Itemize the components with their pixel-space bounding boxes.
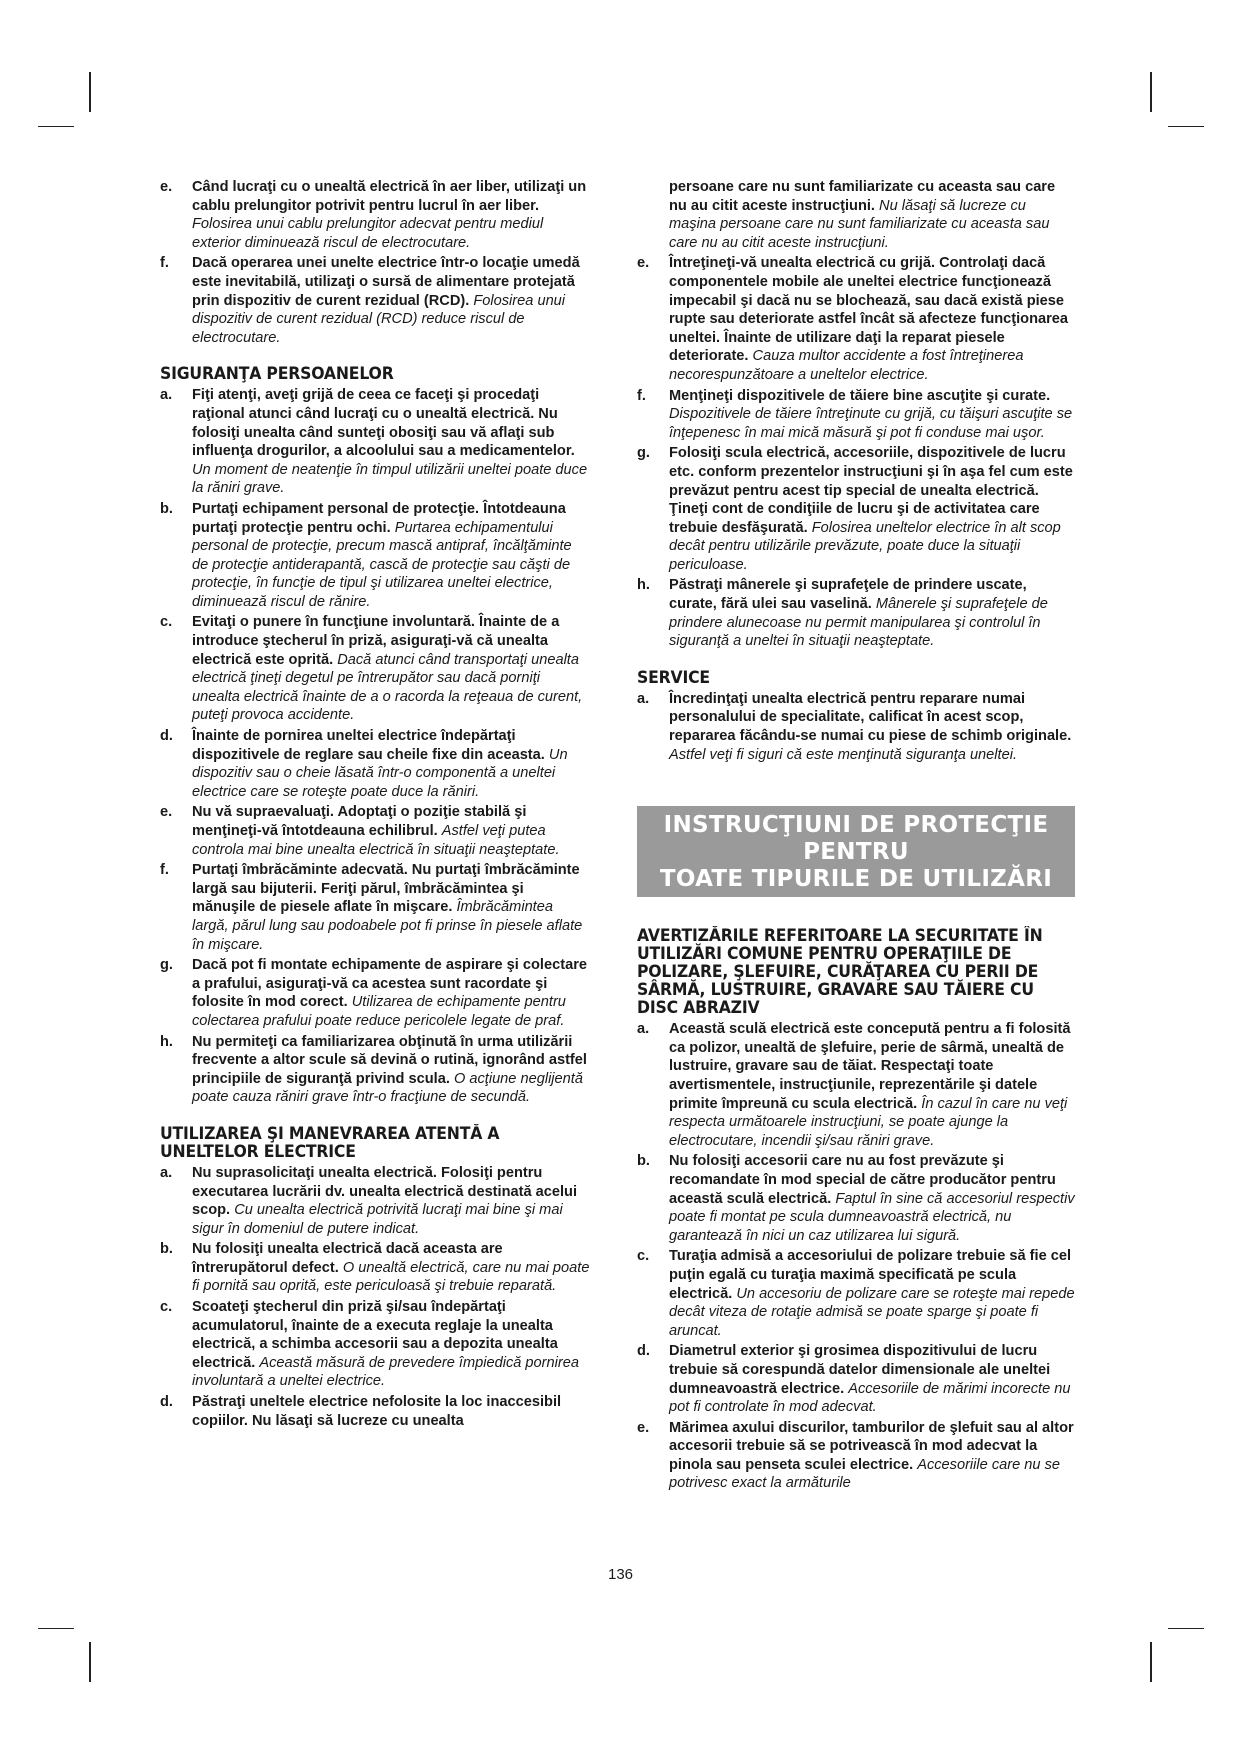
- item-italic-text: Folosirea unui cablu prelungitor adecvat pentru mediul exterior diminuează riscul de electrocutare.: [192, 216, 544, 251]
- list-item: e. Când lucraţi cu o unealtă electrică în aer liber, utilizaţi un cablu prelungitor potrivit pentru lucrul în aer liber. Folosirea unui cablu prelungitor adecvat pentru mediul exterior diminuează riscul de electrocutare.: [160, 179, 587, 251]
- item-italic-text: Faptul în sine că accesoriul respectiv poate fi montat pe scula dumneavoastră electrică, nu garantează în nici un caz utilizarea lui sigură.: [669, 1190, 1075, 1244]
- crop-mark: [89, 72, 91, 112]
- crop-mark: [38, 126, 74, 127]
- item-bold-text: Purtaţi echipament personal de protecţie. Întotdeauna purtaţi protecţie pentru ochi.: [192, 500, 566, 536]
- crop-mark: [1150, 1642, 1152, 1682]
- list-item: f. Menţineţi dispozitivele de tăiere bine ascuţite şi curate. Dispozitivele de tăiere întreţinute cu grijă, cu tăişuri ascuţite se înţepenesc în mai mică măsură şi pot fi conduse mai uşor.: [637, 387, 1073, 441]
- item-italic-text: Cu unealta electrică potrivită lucraţi mai bine şi mai sigur în domeniul de putere indicat.: [192, 1202, 563, 1237]
- list-item: g. Folosiţi scula electrică, accesoriile, dispozitivele de lucru etc. conform prezentelor instrucţiuni şi în aşa fel cum este prevăzut pentru acest tip special de unealta electrică. Ţineţi cont de condiţiile de lucru şi de activitatea care trebuie desfăşurată. Folosirea uneltelor electrice în alt scop decât pentru utilizările prevăzute, poate duce la situaţii periculoase.: [637, 445, 1073, 573]
- item-bold-text: Nu vă supraevaluaţi. Adoptaţi o poziţie stabilă şi menţineţi-vă întotdeauna echilibrul.: [192, 804, 527, 839]
- common-warnings-list: [637, 1020, 1075, 1493]
- section-banner: [637, 806, 1075, 897]
- item-italic-text: Folosirea uneltelor electrice în alt scop decât pentru utilizările prevăzute, poate duce la situaţii periculoase.: [669, 519, 1061, 573]
- list-item: h. Nu permiteţi ca familiarizarea obţinută în urma utilizării frecvente a altor scule să devină o rutină, ignorând astfel principiile de siguranţă privind scula. O acţiune neglijentă poate cauza răniri grave într-o fracţiune de secundă.: [160, 1033, 587, 1106]
- crop-mark: [38, 1628, 74, 1629]
- right-column: [637, 178, 1075, 1495]
- list-item: g. Dacă pot fi montate echipamente de aspirare şi colectare a prafului, asiguraţi-vă ca acestea sunt racordate şi folosite în mod corect. Utilizarea de echipamente pentru colectarea prafului poate reduce pericolele legate de praf.: [160, 957, 587, 1029]
- item-bold-text: Mărimea axului discurilor, tamburilor de şlefuit sau al altor accesorii trebuie să se potrivească în mod adecvat la pinola sau penseta sculei electrice.: [669, 1419, 1074, 1473]
- item-italic-text: Această măsură de prevedere împiedică pornirea involuntară a uneltei electrice.: [192, 1354, 579, 1390]
- item-italic-text: Un accesoriu de polizare care se roteşte mai repede decât viteza de rotaţie admisă se poate sparge şi poate fi aruncat.: [669, 1285, 1075, 1339]
- careful-usage-list: [160, 1164, 590, 1430]
- item-italic-text: Utilizarea de echipamente pentru colectarea prafului poate reduce pericolele legate de praf.: [192, 994, 566, 1029]
- item-italic-text: Nu lăsaţi să lucreze cu maşina persoane care nu sunt familiarizate cu aceasta sau care nu au citit aceste instrucţiuni.: [669, 197, 1050, 251]
- item-bold-text: Păstraţi mânerele şi suprafeţele de prindere uscate, curate, fără ulei sau vaselină.: [669, 577, 1027, 613]
- item-bold-text: Diametrul exterior şi grosimea dispozitivului de lucru trebuie să corespundă datelor dimensionale ale uneltei dumneavoastră electrice.: [669, 1343, 1051, 1397]
- item-bold-text: Turaţia admisă a accesoriului de polizare trebuie să fie cel puţin egală cu turaţia maximă specificată pe scula electrică.: [669, 1248, 1072, 1302]
- crop-mark: [1168, 126, 1204, 127]
- list-item: c. Evitaţi o punere în funcţiune involuntară. Înainte de a introduce ştecherul în priză, asiguraţi-vă că unealta electrică este oprită. Dacă atunci când transportaţi unealta electrică ţineţi degetul pe întrerupător sau dacă porniţi unealta electrică înainte de a o racorda la reţeaua de curent, puteţi provoca accidente.: [160, 614, 583, 724]
- list-item: d. Păstraţi uneltele electrice nefolosite la loc inaccesibil copiilor. Nu lăsaţi să lucreze cu unealta: [160, 1394, 562, 1429]
- tool-care-list: [637, 254, 1075, 650]
- banner-line: INSTRUCŢIUNI DE PROTECŢIE PENTRU: [663, 812, 1049, 866]
- page-number: 136: [607, 1566, 634, 1583]
- item-bold-text: Încredinţaţi unealta electrică pentru reparare numai personalului de specialitate, calificat în acest scop, repararea făcându-se numai cu piese de schimb originale.: [669, 690, 1072, 745]
- item-bold-text: Păstraţi uneltele electrice nefolosite la loc inaccesibil copiilor. Nu lăsaţi să lucreze cu unealta: [192, 1394, 562, 1429]
- item-bold-text: Înainte de pornirea uneltei electrice îndepărtaţi dispozitivele de reglare sau cheile fixe din aceasta.: [192, 728, 545, 763]
- item-italic-text: Un moment de neatenţie în timpul utilizării uneltei poate duce la răniri grave.: [192, 461, 588, 497]
- item-italic-text: Accesoriile care nu se potrivesc exact la armăturile: [669, 1456, 1060, 1492]
- item-bold-text: Această sculă electrică este concepută pentru a fi folosită ca polizor, unealtă de şlefuire, perie de sârmă, unealtă de lustruire, gravare sau de tăiat. Respectaţi toate avertismentele, instrucţiunile, reprezentările şi datele primite împreună cu scula electrică.: [669, 1021, 1071, 1112]
- item-bold-text: Menţineţi dispozitivele de tăiere bine ascuţite şi curate.: [669, 387, 1051, 404]
- item-italic-text: Astfel veţi putea controla mai bine unealta electrică în situaţii neaşteptate.: [192, 823, 560, 858]
- list-item: b. Nu folosiţi accesorii care nu au fost prevăzute şi recomandate în mod special de către producător pentru această sculă electrică. Faptul în sine că accesoriul respectiv poate fi montat pe scula dumneavoastră electrică, nu garantează în nici un caz utilizarea lui sigură.: [637, 1153, 1075, 1244]
- item-italic-text: Un dispozitiv sau o cheie lăsată într-o componentă a uneltei electrice care se roteşte poate duce la răniri.: [192, 746, 568, 800]
- item-bold-text: Purtaţi îmbrăcăminte adecvată. Nu purtaţi îmbrăcăminte largă sau bijuterii. Feriţi părul, îmbrăcămintea şi mănuşile de piesele aflate în mişcare.: [192, 862, 580, 916]
- item-bold-text: Întreţineţi-vă unealta electrică cu grijă. Controlaţi dacă componentele mobile ale uneltei electrice funcţionează impecabil şi dacă nu se blochează, sau dacă există piese rupte sau deteriorate astfel încât să afecteze funcţionarea uneltei. Înainte de utilizare daţi la reparat piesele deteriorate.: [669, 255, 1069, 365]
- list-item: e. Întreţineţi-vă unealta electrică cu grijă. Controlaţi dacă componentele mobile ale uneltei electrice funcţionează impecabil şi dacă nu se blochează, sau dacă există piese rupte sau deteriorate astfel încât să afecteze funcţionarea uneltei. Înainte de utilizare daţi la reparat piesele deteriorate. Cauza multor accidente a fost întreţinerea necorespunzătoare a uneltelor electrice.: [637, 255, 1069, 383]
- item-bold-text: Dacă pot fi montate echipamente de aspirare şi colectare a prafului, asiguraţi-vă ca acestea sunt racordate şi folosite în mod corect.: [192, 957, 587, 1011]
- banner-line: TOATE TIPURILE DE UTILIZĂRI: [659, 866, 1053, 893]
- list-item: e. Mărimea axului discurilor, tamburilor de şlefuit sau al altor accesorii trebuie să se potrivească în mod adecvat la pinola sau penseta sculei electrice. Accesoriile care nu se potrivesc exact la armăturile: [637, 1419, 1074, 1492]
- list-item: d. Diametrul exterior şi grosimea dispozitivului de lucru trebuie să corespundă datelor dimensionale ale uneltei dumneavoastră electrice. Accesoriile de mărimi incorecte nu pot fi controlate în mod adecvat.: [637, 1343, 1071, 1416]
- list-item: h. Păstraţi mânerele şi suprafeţele de prindere uscate, curate, fără ulei sau vaselină. Mânerele şi suprafeţele de prindere alunecoase nu permit manipularea şi controlul în siguranţă a uneltei în situaţii neaşteptate.: [637, 577, 1048, 650]
- item-italic-text: O acţiune neglijentă poate cauza răniri grave într-o fracţiune de secundă.: [192, 1070, 583, 1106]
- list-item: a. Nu suprasolicitaţi unealta electrică. Folosiţi pentru executarea lucrării dv. unealta electrică destinată acelui scop. Cu unealta electrică potrivită lucraţi mai bine şi mai sigur în domeniul de putere indicat.: [160, 1164, 578, 1237]
- heading-personal-safety: SIGURANŢA PERSOANELOR: [160, 364, 394, 384]
- crop-mark: [89, 1642, 91, 1682]
- heading-common-warnings: AVERTIZĂRILE REFERITOARE LA SECURITATE ÎN UTILIZĂRI COMUNE PENTRU OPERAŢIILE DE POLIZARE, ŞLEFUIRE, CURĂŢAREA CU PERII DE SÂRMĂ, LUSTRUIRE, GRAVARE SAU TĂIERE CU DISC ABRAZIV: [637, 926, 1043, 1018]
- item-bold-text: Când lucraţi cu o unealtă electrică în aer liber, utilizaţi un cablu prelungitor potrivit pentru lucrul în aer liber.: [192, 179, 587, 214]
- left-column: [160, 178, 590, 1432]
- item-italic-text: Îmbrăcămintea largă, părul lung sau podoabele pot fi prinse în piesele aflate în mişcare.: [192, 899, 583, 953]
- list-item: c. Turaţia admisă a accesoriului de polizare trebuie să fie cel puţin egală cu turaţia maximă specificată pe scula electrică. Un accesoriu de polizare care se roteşte mai repede decât viteza de rotaţie admisă se poate sparge şi poate fi aruncat.: [637, 1248, 1075, 1339]
- item-bold-text: Scoateţi ştecherul din priză şi/sau îndepărtaţi acumulatorul, înainte de a executa reglaje la unealta electrică, a schimba accesorii sau a depozita unealta electrică.: [192, 1299, 558, 1371]
- continued-paragraph: [637, 178, 1075, 252]
- item-bold-text: Evitaţi o punere în funcţiune involuntară. Înainte de a introduce ştecherul în priză, asiguraţi-vă că unealta electrică este oprită.: [192, 614, 560, 668]
- item-bold-text: Folosiţi scula electrică, accesoriile, dispozitivele de lucru etc. conform prezentelor instrucţiuni şi în aşa fel cum este prevăzut pentru acest tip special de unealta electrică. Ţineţi cont de condiţiile de lucru şi de activitatea care trebuie desfăşurată.: [669, 445, 1073, 536]
- crop-mark: [1168, 1628, 1204, 1629]
- item-bold-text: Fiţi atenţi, aveţi grijă de ceea ce faceţi şi procedaţi raţional atunci când lucraţi cu o unealtă electrică. Nu folosiţi unealta când sunteţi obosiţi sau vă aflaţi sub influenţa drogurilor, a alcoolului sau a medicamentelor.: [192, 387, 575, 460]
- item-italic-text: Purtarea echipamentului personal de protecţie, precum mască antipraf, încălţăminte de protecţie antiderapantă, cască de protecţie sau căşti de protecţie, în funcţie de tipul şi utilizarea uneltei electrice, diminuează riscul de rănire.: [192, 519, 572, 610]
- item-bold-text: Dacă operarea unei unelte electrice într-o locaţie umedă este inevitabilă, utilizaţi o sursă de alimentare protejată prin dispozitiv de curent rezidual (RCD).: [192, 255, 580, 309]
- item-italic-text: Folosirea unui dispozitiv de curent rezidual (RCD) reduce riscul de electrocutare.: [192, 292, 566, 346]
- list-item: f. Dacă operarea unei unelte electrice într-o locaţie umedă este inevitabilă, utilizaţi o sursă de alimentare protejată prin dispozitiv de curent rezidual (RCD). Folosirea unui dispozitiv de curent rezidual (RCD) reduce riscul de electrocutare.: [160, 255, 580, 346]
- heading-service: SERVICE: [637, 667, 710, 687]
- list-item: b. Nu folosiţi unealta electrică dacă aceasta are întrerupătorul defect. O unealtă electrică, care nu mai poate fi pornită sau oprită, este periculoasă şi trebuie reparată.: [160, 1241, 590, 1295]
- crop-mark: [1150, 72, 1152, 112]
- left-top-list: [160, 178, 590, 347]
- item-italic-text: Astfel veţi fi siguri că este menţinută siguranţa uneltei.: [669, 746, 1017, 763]
- list-item: c. Scoateţi ştecherul din priză şi/sau îndepărtaţi acumulatorul, înainte de a executa reglaje la unealta electrică, a schimba accesorii sau a depozita unealta electrică. Această măsură de prevedere împiedică pornirea involuntară a uneltei electrice.: [160, 1299, 579, 1390]
- list-item: f. Purtaţi îmbrăcăminte adecvată. Nu purtaţi îmbrăcăminte largă sau bijuterii. Feriţi părul, îmbrăcămintea şi mănuşile de piesele aflate în mişcare. Îmbrăcămintea largă, părul lung sau podoabele pot fi prinse în piesele aflate în mişcare.: [160, 862, 583, 953]
- item-italic-text: Cauza multor accidente a fost întreţinerea necorespunzătoare a uneltelor electrice.: [669, 348, 1024, 383]
- item-italic-text: Dispozitivele de tăiere întreţinute cu grijă, cu tăişuri ascuţite se înţepenesc în mai mică măsură şi pot fi conduse mai uşor.: [669, 406, 1073, 441]
- service-list: [637, 690, 1075, 764]
- item-italic-text: În cazul în care nu veţi respecta următoarele instrucţiuni, se poate ajunge la electrocutare, incendii şi/sau răniri grave.: [669, 1095, 1068, 1149]
- heading-careful-usage: UTILIZAREA ŞI MANEVRAREA ATENTĂ A UNELTELOR ELECTRICE: [160, 1123, 500, 1161]
- item-bold-text: Nu folosiţi accesorii care nu au fost prevăzute şi recomandate în mod special de către producător pentru această sculă electrică.: [669, 1153, 1056, 1207]
- item-italic-text: O unealtă electrică, care nu mai poate fi pornită sau oprită, este periculoasă şi trebuie reparată.: [192, 1259, 590, 1295]
- list-item: a. Fiţi atenţi, aveţi grijă de ceea ce faceţi şi procedaţi raţional atunci când lucraţi cu o unealtă electrică. Nu folosiţi unealta când sunteţi obosiţi sau vă aflaţi sub influenţa drogurilor, a alcoolului sau a medicamentelor. Un moment de neatenţie în timpul utilizării uneltei poate duce la răniri grave.: [160, 387, 588, 497]
- list-item: e. Nu vă supraevaluaţi. Adoptaţi o poziţie stabilă şi menţineţi-vă întotdeauna echilibrul. Astfel veţi putea controla mai bine unealta electrică în situaţii neaşteptate.: [160, 804, 560, 858]
- item-bold-text: Nu suprasolicitaţi unealta electrică. Folosiţi pentru executarea lucrării dv. unealta electrică destinată acelui scop.: [192, 1164, 578, 1219]
- list-item: a. Această sculă electrică este concepută pentru a fi folosită ca polizor, unealtă de şlefuire, perie de sârmă, unealtă de lustruire, gravare sau de tăiat. Respectaţi toate avertismentele, instrucţiunile, reprezentările şi datele primite împreună cu scula electrică. În cazul în care nu veţi respecta următoarele instrucţiuni, se poate ajunge la electrocutare, incendii şi/sau răniri grave.: [637, 1021, 1071, 1149]
- list-item: b. Purtaţi echipament personal de protecţie. Întotdeauna purtaţi protecţie pentru ochi. Purtarea echipamentului personal de protecţie, precum mască antipraf, încălţăminte de protecţie antiderapantă, cască de protecţie sau căşti de protecţie, în funcţie de tipul şi utilizarea uneltei electrice, diminuează riscul de rănire.: [160, 500, 572, 610]
- personal-safety-list: [160, 386, 590, 1107]
- list-item: a. Încredinţaţi unealta electrică pentru reparare numai personalului de specialitate, calificat în acest scop, repararea făcându-se numai cu piese de schimb originale. Astfel veţi fi siguri că este menţinută siguranţa uneltei.: [637, 690, 1072, 763]
- item-italic-text: Mânerele şi suprafeţele de prindere alunecoase nu permit manipularea şi controlul în siguranţă a uneltei în situaţii neaşteptate.: [669, 596, 1048, 650]
- item-bold-text: Nu folosiţi unealta electrică dacă aceasta are întrerupătorul defect.: [192, 1241, 503, 1276]
- list-item: d. Înainte de pornirea uneltei electrice îndepărtaţi dispozitivele de reglare sau cheile fixe din aceasta. Un dispozitiv sau o cheie lăsată într-o componentă a uneltei electrice care se roteşte poate duce la răniri.: [160, 728, 568, 800]
- item-bold-text: Nu permiteţi ca familiarizarea obţinută în urma utilizării frecvente a altor scule să devină o rutină, ignorând astfel principiile de siguranţă privind scula.: [192, 1033, 587, 1087]
- item-bold-text: persoane care nu sunt familiarizate cu aceasta sau care nu au citit aceste instrucţiuni.: [669, 179, 1056, 214]
- item-italic-text: Accesoriile de mărimi incorecte nu pot fi controlate în mod adecvat.: [669, 1380, 1071, 1416]
- item-italic-text: Dacă atunci când transportaţi unealta electrică ţineţi degetul pe întrerupător sau dacă porniţi unealta electrică înainte de a o racorda la reţeaua de curent, puteţi provoca accidente.: [192, 651, 583, 724]
